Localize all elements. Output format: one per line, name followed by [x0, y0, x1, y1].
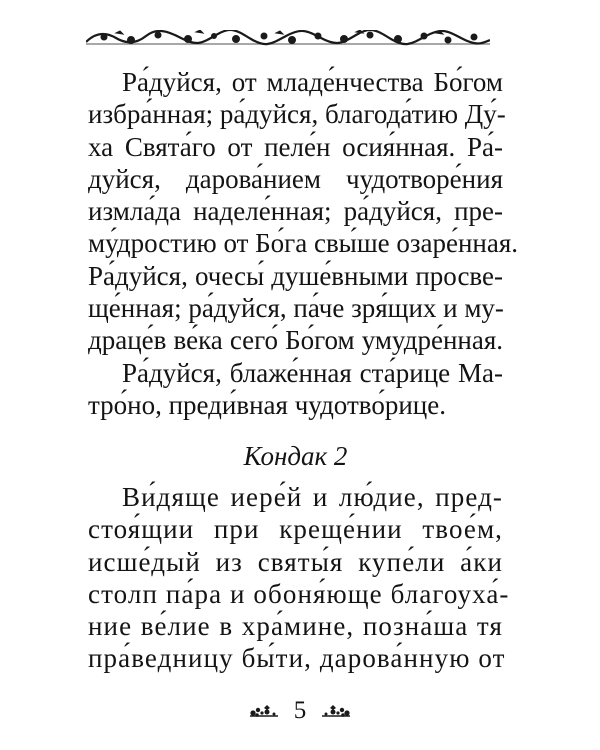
text-line: исше́дый из святы́я купе́ли а́ки: [88, 546, 503, 577]
text-line: драце́в ве́ка сего́ Бо́гом умудре́нная.: [88, 325, 503, 356]
text-line: Ра́дуйся, очесы́ душе́вными просве-: [88, 260, 503, 291]
text-line: тро́но, преди́вная чудотво́рице.: [88, 389, 446, 420]
floral-border-ornament-icon: [86, 30, 490, 46]
page-footer: [0, 696, 600, 726]
text-line: ще́нная; ра́дуйся, па́че зря́щих и му-: [88, 293, 504, 324]
text-line: столп па́ра и обоня́юще благоуха́-: [88, 578, 510, 609]
text-line: Ра́дуйся, блаже́нная ста́рице Ма-: [122, 357, 503, 388]
text-line: измла́да наделе́нная; ра́дуйся, пре-: [88, 196, 503, 227]
page-number: 5: [293, 697, 307, 724]
text-line: ние ве́лие в хра́мине, позна́ша тя: [88, 611, 503, 642]
text-line: стоя́щии при креще́нии твое́м,: [88, 514, 503, 545]
text-line: избра́нная; ра́дуйся, благода́тию Ду́-: [88, 99, 506, 130]
text-line: Ви́дяще иере́й и лю́дие, пред-: [122, 482, 503, 512]
text-line: ха Свята́го от пеле́н осия́нная. Ра́-: [88, 131, 503, 162]
troparion-paragraph: [88, 66, 519, 421]
fleuron-right-icon: [320, 704, 352, 718]
text-line: пра́ведницу бы́ти, дарова́нную от: [88, 643, 506, 674]
fleuron-left-icon: [248, 704, 280, 718]
text-line: Ра́дуйся, от младе́нчества Бо́гом: [122, 67, 503, 97]
text-line: дуйся, дарова́нием чудотворе́ния: [88, 163, 503, 194]
text-line: му́дростию от Бо́га свы́ше озаре́нная.: [88, 228, 519, 259]
section-heading: Кондак 2: [243, 441, 348, 471]
kontakion-paragraph: [88, 481, 510, 675]
